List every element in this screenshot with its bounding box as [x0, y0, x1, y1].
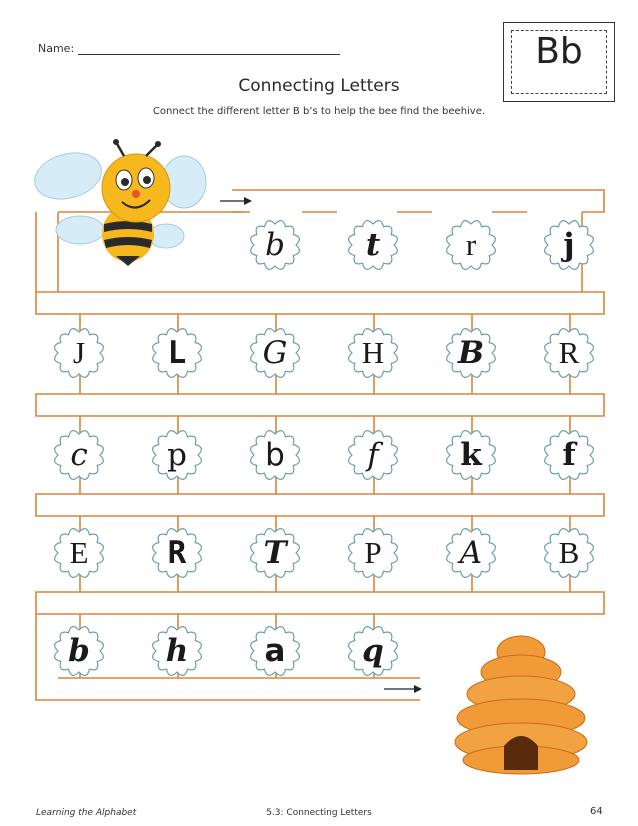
maze-letter: G [262, 335, 288, 371]
maze-letter: q [362, 633, 384, 669]
letter-flower[interactable] [540, 324, 598, 382]
instructions: Connect the different letter B b’s to help the bee find the beehive. [152, 106, 486, 117]
letter-flower[interactable] [540, 426, 598, 484]
maze-letter: B [457, 335, 485, 371]
letter-flower[interactable] [148, 426, 206, 484]
maze-letter: c [70, 437, 88, 473]
footer-book-title: Learning the Alphabet [36, 808, 137, 818]
page-title: Connecting Letters [238, 76, 400, 96]
letter-flower[interactable] [246, 524, 304, 582]
letter-flower[interactable] [442, 216, 500, 274]
maze-letter: R [167, 535, 187, 571]
maze-letter: L [167, 335, 187, 371]
maze-letter: R [558, 335, 580, 370]
letter-flower[interactable] [442, 524, 500, 582]
letter-flower[interactable] [246, 324, 304, 382]
letter-flower[interactable] [50, 324, 108, 382]
letter-flower[interactable] [540, 216, 598, 274]
maze-letter: B [558, 535, 580, 570]
page-number: 64 [590, 806, 603, 817]
maze-letter: f [562, 437, 576, 473]
maze-letter: h [165, 633, 189, 669]
letter-flower[interactable] [344, 524, 402, 582]
maze-letter: p [167, 437, 187, 473]
maze-letter: T [263, 535, 287, 571]
maze-letter: P [364, 535, 382, 570]
name-label: Name: [38, 42, 75, 55]
maze-letter: J [72, 335, 86, 370]
maze-letter: a [264, 633, 286, 669]
footer-section: 5.3: Connecting Letters [266, 808, 372, 818]
letter-flower[interactable] [148, 324, 206, 382]
maze-letter: b [265, 227, 285, 263]
letter-box-letters: Bb [535, 31, 583, 72]
letter-flower[interactable] [344, 324, 402, 382]
letter-flower[interactable] [442, 426, 500, 484]
letter-flower[interactable] [50, 524, 108, 582]
letter-flower[interactable] [540, 524, 598, 582]
letter-flower[interactable] [344, 216, 402, 274]
maze-letter: r [465, 227, 477, 262]
letter-flower[interactable] [246, 216, 304, 274]
letter-flower[interactable] [442, 324, 500, 382]
letter-flower[interactable] [344, 426, 402, 484]
maze-letter: k [460, 437, 482, 473]
letter-flower[interactable] [148, 622, 206, 680]
letter-flower[interactable] [246, 622, 304, 680]
maze-letter: f [367, 437, 379, 473]
maze-letter: E [69, 535, 89, 570]
letter-flower[interactable] [148, 524, 206, 582]
maze-letter: b [265, 437, 285, 473]
maze-letter: A [459, 535, 483, 571]
maze-letter: t [365, 227, 381, 263]
letter-flower[interactable] [50, 622, 108, 680]
letter-flower[interactable] [344, 622, 402, 680]
letter-flower[interactable] [246, 426, 304, 484]
maze-letter: b [68, 633, 90, 669]
maze-letter: H [361, 335, 385, 370]
maze-letter: j [563, 227, 575, 263]
letter-flower[interactable] [50, 426, 108, 484]
